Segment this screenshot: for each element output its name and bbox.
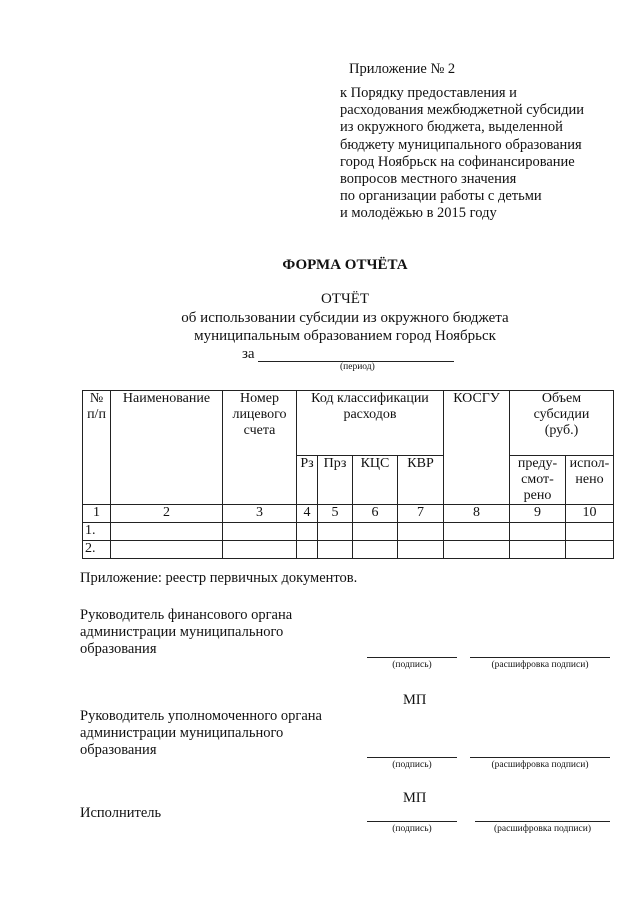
signatory-line: администрации муниципального bbox=[80, 624, 284, 640]
appendix-line: бюджету муниципального образования bbox=[340, 136, 582, 153]
table-cell[interactable] bbox=[318, 541, 353, 559]
table-row bbox=[83, 541, 614, 559]
table-cell[interactable] bbox=[297, 541, 318, 559]
signatory-executor bbox=[80, 805, 161, 822]
column-numbers-row bbox=[83, 505, 614, 523]
row-number: 1. bbox=[83, 523, 111, 541]
signatory-finance bbox=[80, 607, 292, 658]
appendix-line: и молодёжью в 2015 году bbox=[340, 205, 497, 222]
table-cell[interactable] bbox=[223, 541, 297, 559]
header-executed: испол- нено bbox=[566, 456, 614, 505]
appendix-line: по организации работы с детьми bbox=[340, 188, 542, 205]
table-cell[interactable] bbox=[566, 541, 614, 559]
header-prz: Прз bbox=[318, 456, 353, 505]
table-cell[interactable] bbox=[510, 523, 566, 541]
signatory-line: Руководитель уполномоченного органа bbox=[80, 708, 322, 724]
table-cell[interactable] bbox=[353, 541, 398, 559]
period-prefix: за bbox=[242, 346, 255, 362]
header-rz: Рз bbox=[297, 456, 318, 505]
appendix-line: вопросов местного значения bbox=[340, 171, 517, 188]
report-line-2: муниципальным образованием город Ноябрьск bbox=[194, 328, 496, 344]
appendix-line: к Порядку предоставления и bbox=[340, 85, 517, 101]
signature-decode-field[interactable]: (расшифровка подписи) bbox=[470, 657, 610, 670]
appendix-title: Приложение № 2 bbox=[349, 61, 456, 77]
table-cell[interactable] bbox=[398, 523, 444, 541]
header-kvr: КВР bbox=[398, 456, 444, 505]
table-cell[interactable] bbox=[398, 541, 444, 559]
col-number: 8 bbox=[444, 505, 510, 523]
header-num: № п/п bbox=[83, 391, 111, 505]
signature-field[interactable]: (подпись) bbox=[367, 821, 457, 834]
header-kcs: КЦС bbox=[353, 456, 398, 505]
report-title: ОТЧЁТ bbox=[320, 291, 370, 307]
table-cell[interactable] bbox=[353, 523, 398, 541]
signatory-line: образования bbox=[80, 742, 157, 758]
col-number: 7 bbox=[398, 505, 444, 523]
signatory-line: образования bbox=[80, 641, 157, 657]
signature-field[interactable]: (подпись) bbox=[367, 657, 457, 670]
header-kosgu: КОСГУ bbox=[444, 391, 510, 505]
table-cell[interactable] bbox=[566, 523, 614, 541]
table-cell[interactable] bbox=[223, 523, 297, 541]
col-number: 6 bbox=[353, 505, 398, 523]
signatory-authorized bbox=[80, 708, 322, 759]
attachment-note: Приложение: реестр первичных документов. bbox=[80, 570, 358, 586]
form-title: ФОРМА ОТЧЁТА bbox=[282, 257, 408, 273]
signatory-line: администрации муниципального bbox=[80, 725, 284, 741]
stamp-label: МП bbox=[403, 692, 427, 708]
header-name: Наименование bbox=[111, 391, 223, 505]
table-cell[interactable] bbox=[297, 523, 318, 541]
signature-decode-field[interactable]: (расшифровка подписи) bbox=[470, 757, 610, 770]
header-code: Код классификации расходов bbox=[297, 391, 444, 456]
col-number: 1 bbox=[83, 505, 111, 523]
stamp-label: МП bbox=[403, 790, 427, 806]
col-number: 10 bbox=[566, 505, 614, 523]
table-cell[interactable] bbox=[111, 523, 223, 541]
signature-field[interactable]: (подпись) bbox=[367, 757, 457, 770]
col-number: 3 bbox=[223, 505, 297, 523]
appendix-line: город Ноябрьск на софинансирование bbox=[340, 153, 575, 170]
signatory-line: Исполнитель bbox=[80, 805, 162, 821]
table-cell[interactable] bbox=[444, 541, 510, 559]
signature-decode-field[interactable]: (расшифровка подписи) bbox=[475, 821, 610, 834]
table-cell[interactable] bbox=[318, 523, 353, 541]
signatory-line: Руководитель финансового органа bbox=[80, 607, 293, 623]
period-caption: (период) bbox=[340, 362, 375, 372]
header-account: Номер лицевого счета bbox=[223, 391, 297, 505]
col-number: 5 bbox=[318, 505, 353, 523]
header-volume: Объем субсидии (руб.) bbox=[510, 391, 614, 456]
row-number: 2. bbox=[83, 541, 111, 559]
table-cell[interactable] bbox=[510, 541, 566, 559]
appendix-text bbox=[340, 85, 584, 223]
table-row bbox=[83, 523, 614, 541]
table-cell[interactable] bbox=[444, 523, 510, 541]
header-planned: преду- смот- рено bbox=[510, 456, 566, 505]
appendix-line: расходования межбюджетной субсидии bbox=[340, 102, 585, 119]
appendix-line: из окружного бюджета, выделенной bbox=[340, 119, 563, 136]
col-number: 9 bbox=[510, 505, 566, 523]
col-number: 4 bbox=[297, 505, 318, 523]
col-number: 2 bbox=[111, 505, 223, 523]
table-cell[interactable] bbox=[111, 541, 223, 559]
report-line-1: об использовании субсидии из окружного бюджета bbox=[181, 310, 509, 326]
report-table bbox=[82, 390, 614, 559]
